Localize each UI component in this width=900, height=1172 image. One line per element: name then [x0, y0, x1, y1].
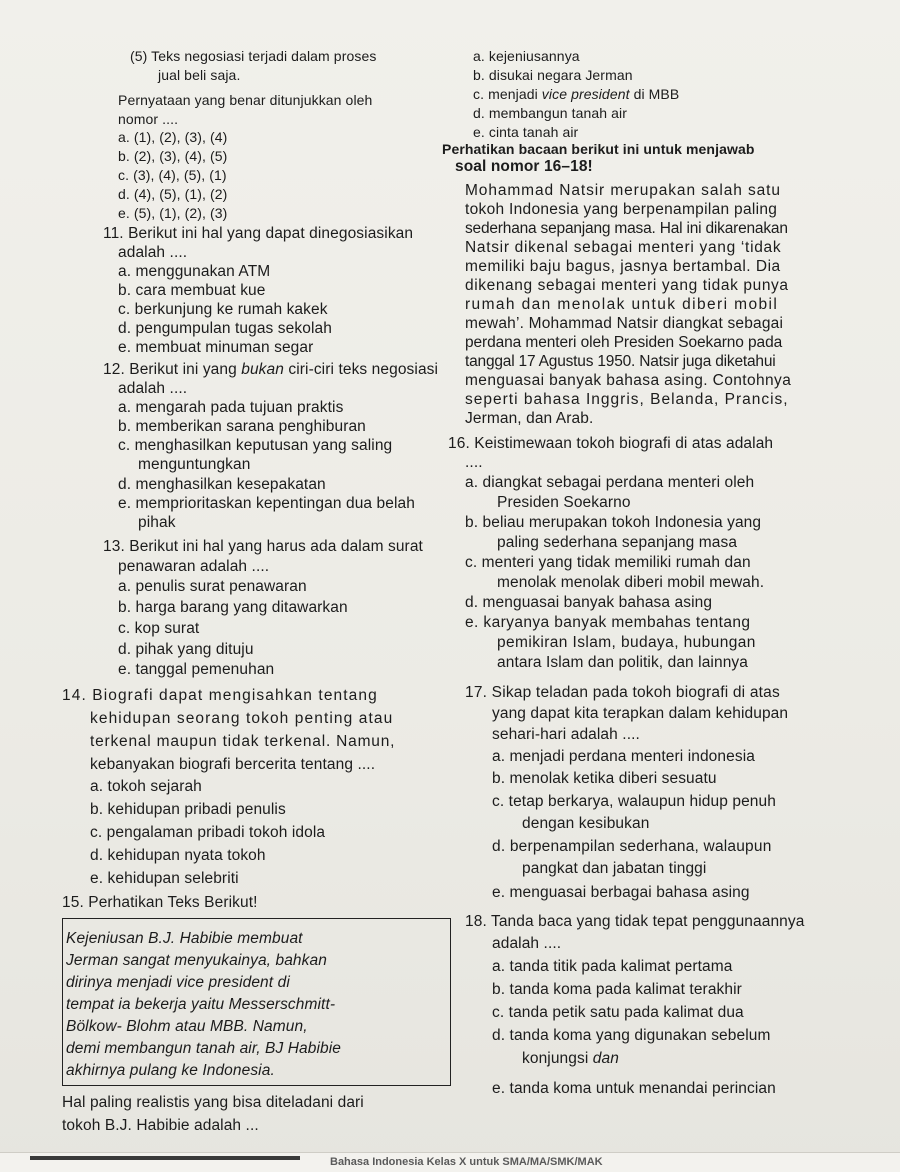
footer-title: Bahasa Indonesia Kelas X untuk SMA/MA/SMK/MAK — [330, 1156, 603, 1168]
passage-line-4: Natsir dikenal sebagai menteri yang ‘tidak — [465, 239, 782, 256]
q18-option-d: d. tanda koma yang digunakan sebelum — [492, 1027, 771, 1044]
q18-option-d-cont — [522, 1050, 619, 1068]
q18-stem-cont: adalah .... — [492, 935, 562, 952]
passage-line-10: tanggal 17 Agustus 1950. Natsir juga diketahui — [465, 353, 776, 370]
passage-line-5: memiliki baju bagus, jasnya bertambal. Dia — [465, 258, 781, 275]
q12-option-c-cont: menguntungkan — [138, 456, 251, 473]
reading-instruction-cont: soal nomor 16–18! — [455, 158, 593, 175]
q15-box-line-4: tempat ia bekerja yaitu Messerschmitt- — [66, 996, 336, 1013]
q15-option-c-italic: vice president — [541, 86, 630, 102]
q16-stem-cont: .... — [465, 454, 483, 471]
passage-line-2: tokoh Indonesia yang berpenampilan paling — [465, 201, 778, 218]
q16-option-e: e. karyanya banyak membahas tentang — [465, 614, 751, 631]
q12-option-b: b. memberikan sarana penghiburan — [118, 418, 366, 435]
q16-option-e-cont-1: pemikiran Islam, budaya, hubungan — [497, 634, 756, 651]
q10-option-a: a. (1), (2), (3), (4) — [118, 129, 228, 145]
q15-option-d: d. membangun tanah air — [473, 105, 627, 121]
q11-option-e: e. membuat minuman segar — [118, 339, 314, 356]
q10-option-c: c. (3), (4), (5), (1) — [118, 167, 227, 183]
q18-option-d-italic: dan — [592, 1050, 619, 1067]
q10-statement-5: (5) Teks negosiasi terjadi dalam proses — [130, 48, 377, 64]
q16-option-a: a. diangkat sebagai perdana menteri oleh — [465, 474, 755, 491]
q15-box-line-1: Kejeniusan B.J. Habibie membuat — [66, 930, 303, 947]
q12-option-e: e. memprioritaskan kepentingan dua belah — [118, 495, 415, 512]
q11-stem-cont: adalah .... — [118, 244, 188, 261]
q13-option-e: e. tanggal pemenuhan — [118, 661, 275, 678]
q17-stem-cont-1: yang dapat kita terapkan dalam kehidupan — [492, 705, 789, 722]
q13-option-c: c. kop surat — [118, 620, 200, 637]
q15-box-line-2: Jerman sangat menyukainya, bahkan — [66, 952, 327, 969]
q16-option-c: c. menteri yang tidak memiliki rumah dan — [465, 554, 751, 571]
q13-stem-cont: penawaran adalah .... — [118, 558, 270, 575]
q15-option-e: e. cinta tanah air — [473, 124, 579, 140]
q14-stem-cont-3: kebanyakan biografi bercerita tentang .... — [90, 756, 376, 773]
q16-option-b: b. beliau merupakan tokoh Indonesia yang — [465, 514, 762, 531]
q14-option-a: a. tokoh sejarah — [90, 778, 202, 795]
q14-stem-cont-1: kehidupan seorang tokoh penting atau — [90, 710, 394, 727]
passage-line-6: dikenang sebagai menteri yang tidak punya — [465, 277, 789, 294]
q13-stem: 13. Berikut ini hal yang harus ada dalam surat — [103, 538, 423, 555]
footer-ornament — [30, 1156, 300, 1160]
q15-option-b: b. disukai negara Jerman — [473, 67, 633, 83]
q18-option-a: a. tanda titik pada kalimat pertama — [492, 958, 733, 975]
q15-stem: 15. Perhatikan Teks Berikut! — [62, 894, 258, 911]
q17-option-e: e. menguasai berbagai bahasa asing — [492, 884, 750, 901]
reading-instruction: Perhatikan bacaan berikut ini untuk menjawab — [442, 141, 755, 157]
q12-stem-cont: adalah .... — [118, 380, 188, 397]
q12-stem — [103, 361, 438, 379]
q15-box-line-3: dirinya menjadi vice president di — [66, 974, 290, 991]
q15-box-line-6: demi membangun tanah air, BJ Habibie — [66, 1040, 342, 1057]
q14-option-d: d. kehidupan nyata tokoh — [90, 847, 266, 864]
passage-line-3: sederhana sepanjang masa. Hal ini dikarenakan — [465, 220, 788, 237]
passage-line-9: perdana menteri oleh Presiden Soekarno pada — [465, 334, 783, 351]
passage-line-13: Jerman, dan Arab. — [465, 410, 594, 427]
q12-option-e-cont: pihak — [138, 514, 176, 531]
passage-line-11: menguasai banyak bahasa asing. Contohnya — [465, 372, 792, 389]
q15-box-line-7: akhirnya pulang ke Indonesia. — [66, 1062, 275, 1079]
q14-stem: 14. Biografi dapat mengisahkan tentang — [62, 687, 378, 704]
q17-option-b: b. menolak ketika diberi sesuatu — [492, 770, 717, 787]
passage-line-8: mewah’. Mohammad Natsir diangkat sebagai — [465, 315, 784, 332]
q12-stem-part-2: ciri-ciri teks negosiasi — [283, 361, 439, 378]
q15-option-c-part-2: di MBB — [629, 86, 680, 102]
q13-option-b: b. harga barang yang ditawarkan — [118, 599, 348, 616]
q15-option-c-part: c. menjadi — [473, 86, 542, 102]
q14-stem-cont-2: terkenal maupun tidak terkenal. Namun, — [90, 733, 396, 750]
q15-question-cont: tokoh B.J. Habibie adalah ... — [62, 1117, 259, 1134]
q10-option-d: d. (4), (5), (1), (2) — [118, 186, 228, 202]
q13-option-d: d. pihak yang dituju — [118, 641, 254, 658]
passage-line-12: seperti bahasa Inggris, Belanda, Prancis, — [465, 391, 789, 408]
q10-option-e: e. (5), (1), (2), (3) — [118, 205, 228, 221]
q17-option-d: d. berpenampilan sederhana, walaupun — [492, 838, 772, 855]
q15-option-a: a. kejeniusannya — [473, 48, 580, 64]
q17-stem: 17. Sikap teladan pada tokoh biografi di atas — [465, 684, 780, 701]
q18-option-e: e. tanda koma untuk menandai perincian — [492, 1080, 776, 1097]
q17-option-a: a. menjadi perdana menteri indonesia — [492, 748, 755, 765]
q15-question: Hal paling realistis yang bisa diteladani dari — [62, 1094, 364, 1111]
q12-option-a: a. mengarah pada tujuan praktis — [118, 399, 344, 416]
q17-option-d-cont: pangkat dan jabatan tinggi — [522, 860, 707, 877]
q12-option-c: c. menghasilkan keputusan yang saling — [118, 437, 393, 454]
q14-option-e: e. kehidupan selebriti — [90, 870, 239, 887]
q17-option-c-cont: dengan kesibukan — [522, 815, 650, 832]
q10-stem-cont: nomor .... — [118, 111, 179, 127]
q18-option-c: c. tanda petik satu pada kalimat dua — [492, 1004, 744, 1021]
q12-option-d: d. menghasilkan kesepakatan — [118, 476, 326, 493]
q16-stem: 16. Keistimewaan tokoh biografi di atas adalah — [448, 435, 774, 452]
q16-option-c-cont: menolak menolak diberi mobil mewah. — [497, 574, 765, 591]
passage-line-7: rumah dan menolak untuk diberi mobil — [465, 296, 779, 313]
q12-stem-emphasis: bukan — [241, 361, 284, 378]
q14-option-b: b. kehidupan pribadi penulis — [90, 801, 286, 818]
q18-option-b: b. tanda koma pada kalimat terakhir — [492, 981, 742, 998]
q10-statement-5-cont: jual beli saja. — [158, 67, 241, 83]
q17-stem-cont-2: sehari-hari adalah .... — [492, 726, 640, 743]
q16-option-b-cont: paling sederhana sepanjang masa — [497, 534, 738, 551]
q16-option-a-cont: Presiden Soekarno — [497, 494, 631, 511]
q18-option-d-cont-text: konjungsi — [522, 1050, 593, 1067]
q11-option-c: c. berkunjung ke rumah kakek — [118, 301, 328, 318]
q15-option-c — [473, 85, 679, 103]
q12-stem-part: 12. Berikut ini yang — [103, 361, 242, 378]
q15-box-line-5: Bölkow- Blohm atau MBB. Namun, — [66, 1018, 308, 1035]
q11-stem: 11. Berikut ini hal yang dapat dinegosiasikan — [103, 225, 414, 242]
q11-option-d: d. pengumpulan tugas sekolah — [118, 320, 332, 337]
q16-option-d: d. menguasai banyak bahasa asing — [465, 594, 713, 611]
q11-option-b: b. cara membuat kue — [118, 282, 266, 299]
q16-option-e-cont-2: antara Islam dan politik, dan lainnya — [497, 654, 748, 671]
q18-stem: 18. Tanda baca yang tidak tepat penggunaannya — [465, 913, 805, 930]
passage-line-1: Mohammad Natsir merupakan salah satu — [465, 182, 781, 199]
q14-option-c: c. pengalaman pribadi tokoh idola — [90, 824, 326, 841]
q10-option-b: b. (2), (3), (4), (5) — [118, 148, 228, 164]
q17-option-c: c. tetap berkarya, walaupun hidup penuh — [492, 793, 776, 810]
q10-stem: Pernyataan yang benar ditunjukkan oleh — [118, 92, 373, 108]
q13-option-a: a. penulis surat penawaran — [118, 578, 307, 595]
q11-option-a: a. menggunakan ATM — [118, 263, 271, 280]
